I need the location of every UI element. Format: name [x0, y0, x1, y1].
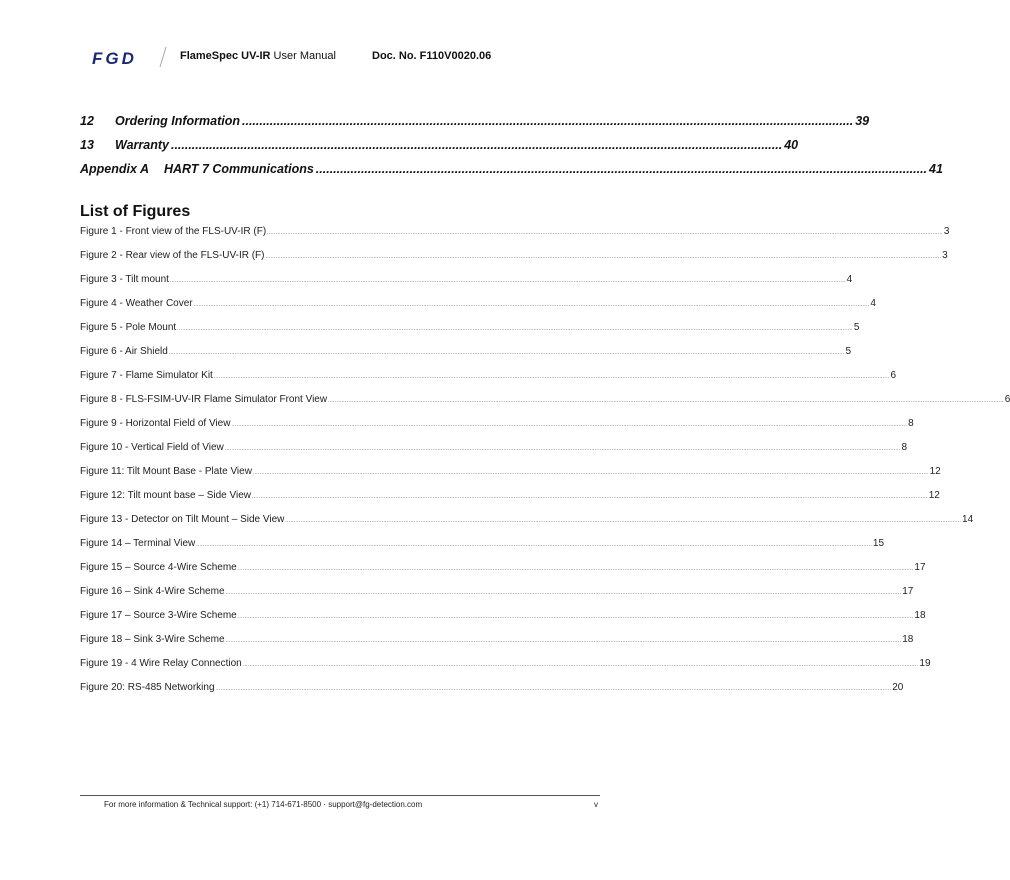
figure-label: Figure 17 – Source 3-Wire Scheme [80, 610, 237, 621]
figure-page: 6 [890, 370, 897, 381]
figure-list-item[interactable] [80, 322, 860, 346]
figure-page: 3 [942, 250, 948, 261]
leader-dots: ................................................................................................................................................................................................................................................................................................................................................................................................................ [169, 278, 846, 284]
toc-entry[interactable] [80, 162, 943, 186]
leader-dots: ................................................................................................................................................................................ [170, 138, 783, 152]
figure-label: Figure 13 - Detector on Tilt Mount – Side View [80, 514, 285, 525]
figure-list-item[interactable] [80, 562, 926, 586]
figure-label: Figure 14 – Terminal View [80, 538, 196, 549]
figure-page: 18 [914, 610, 926, 621]
leader-dots: ................................................................................................................................................................................ [315, 162, 928, 176]
figure-label: Figure 8 - FLS-FSIM-UV-IR Flame Simulator Front View [80, 394, 328, 405]
figure-label: Figure 20: RS-485 Networking [80, 682, 215, 693]
figure-label: Figure 15 – Source 4-Wire Scheme [80, 562, 237, 573]
figure-label: Figure 11: Tilt Mount Base - Plate View [80, 466, 252, 477]
figure-label: Figure 9 - Horizontal Field of View [80, 418, 231, 429]
figure-list-item[interactable] [80, 490, 940, 514]
toc-title: Warranty [115, 138, 169, 152]
fgd-logo [92, 49, 152, 67]
figure-list-item[interactable] [80, 466, 941, 490]
figure-list-item[interactable] [80, 610, 926, 634]
figure-page: 3 [943, 226, 950, 237]
footer-support-text: For more information & Technical support: (+1) 714-671-8500 · support@fg-detection.com [104, 800, 423, 809]
leader-dots: ................................................................................................................................................................................................................................................................................................................................................................................................................ [193, 302, 870, 308]
footer-divider [80, 795, 600, 796]
figure-page: 5 [853, 322, 860, 333]
toc-page: 41 [929, 162, 943, 176]
toc-title: Ordering Information [115, 114, 240, 128]
figure-list-item[interactable] [80, 418, 914, 442]
figure-page: 17 [902, 586, 914, 597]
figure-list-item[interactable] [80, 346, 852, 370]
leader-dots: ................................................................................................................................................................................................................................................................................................................................................................................................................ [196, 542, 872, 548]
figure-page: 20 [892, 682, 904, 693]
figure-label: Figure 12: Tilt mount base – Side View [80, 490, 252, 501]
figure-label: Figure 5 - Pole Mount [80, 322, 177, 333]
header-separator [158, 46, 168, 68]
leader-dots: ................................................................................................................................................................................................................................................................................................................................................................................................................ [237, 614, 914, 620]
leader-dots: ................................................................................................................................................................................................................................................................................................................................................................................................................ [225, 590, 902, 596]
leader-dots: ................................................................................................................................................................................................................................................................................................................................................................................................................ [285, 518, 962, 524]
leader-dots: ................................................................................................................................................................................................................................................................................................................................................................................................................ [242, 662, 919, 668]
leader-dots: ................................................................................................................................................................................................................................................................................................................................................................................................................ [177, 326, 853, 332]
table-of-contents [80, 114, 943, 186]
list-of-figures [80, 226, 1010, 706]
figure-label: Figure 4 - Weather Cover [80, 298, 193, 309]
figure-page: 12 [929, 466, 941, 477]
document-number: Doc. No. F110V0020.06 [372, 50, 492, 62]
leader-dots: ................................................................................................................................................................................................................................................................................................................................................................................................................ [252, 470, 929, 476]
leader-dots: ................................................................................................................................................................................................................................................................................................................................................................................................................ [328, 398, 1004, 404]
list-of-figures-heading: List of Figures [80, 203, 191, 220]
figure-label: Figure 16 – Sink 4-Wire Scheme [80, 586, 225, 597]
figure-page: 5 [845, 346, 852, 357]
leader-dots: ................................................................................................................................................................................ [242, 114, 854, 128]
figure-list-item[interactable] [80, 250, 948, 274]
figure-list-item[interactable] [80, 226, 950, 250]
figure-label: Figure 19 - 4 Wire Relay Connection [80, 658, 242, 669]
leader-dots: ................................................................................................................................................................................................................................................................................................................................................................................................................ [213, 374, 890, 380]
leader-dots: ................................................................................................................................................................................................................................................................................................................................................................................................................ [237, 566, 914, 572]
figure-label: Figure 10 - Vertical Field of View [80, 442, 224, 453]
figure-list-item[interactable] [80, 394, 1010, 418]
figure-page: 12 [928, 490, 940, 501]
toc-page: 39 [855, 114, 870, 128]
figure-label: Figure 3 - Tilt mount [80, 274, 169, 285]
toc-entry[interactable] [80, 114, 870, 138]
figure-page: 15 [872, 538, 885, 549]
leader-dots: ................................................................................................................................................................................................................................................................................................................................................................................................................ [215, 686, 892, 692]
figure-page: 18 [902, 634, 914, 645]
leader-dots: ................................................................................................................................................................................................................................................................................................................................................................................................................ [224, 446, 901, 452]
figure-list-item[interactable] [80, 370, 897, 394]
footer-page-number: v [594, 800, 598, 809]
leader-dots: ................................................................................................................................................................................................................................................................................................................................................................................................................ [231, 422, 908, 428]
toc-entry[interactable] [80, 138, 799, 162]
figure-page: 17 [914, 562, 926, 573]
leader-dots: ................................................................................................................................................................................................................................................................................................................................................................................................................ [225, 638, 902, 644]
figure-page: 14 [962, 514, 974, 525]
toc-number: 12 [80, 114, 94, 128]
figure-list-item[interactable] [80, 634, 914, 658]
figure-page: 8 [901, 442, 908, 453]
figure-page: 4 [870, 298, 876, 309]
leader-dots: ................................................................................................................................................................................................................................................................................................................................................................................................................ [252, 494, 928, 500]
svg-text:FGD: FGD [92, 49, 137, 68]
figure-page: 19 [919, 658, 931, 669]
figure-label: Figure 6 - Air Shield [80, 346, 168, 357]
figure-list-item[interactable] [80, 538, 885, 562]
figure-list-item[interactable] [80, 586, 914, 610]
leader-dots: ................................................................................................................................................................................................................................................................................................................................................................................................................ [265, 254, 942, 260]
figure-list-item[interactable] [80, 514, 974, 538]
figure-label: Figure 7 - Flame Simulator Kit [80, 370, 213, 381]
figure-list-item[interactable] [80, 298, 876, 322]
figure-list-item[interactable] [80, 658, 931, 682]
figure-label: Figure 2 - Rear view of the FLS-UV-IR (F) [80, 250, 265, 261]
figure-list-item[interactable] [80, 682, 904, 706]
toc-title: HART 7 Communications [164, 162, 314, 176]
figure-list-item[interactable] [80, 274, 853, 298]
figure-page: 4 [846, 274, 853, 285]
leader-dots: ................................................................................................................................................................................................................................................................................................................................................................................................................ [168, 350, 845, 356]
toc-page: 40 [784, 138, 799, 152]
leader-dots: ................................................................................................................................................................................................................................................................................................................................................................................................................ [267, 230, 943, 236]
figure-label: Figure 18 – Sink 3-Wire Scheme [80, 634, 225, 645]
figure-label: Figure 1 - Front view of the FLS-UV-IR (F) [80, 226, 267, 237]
manual-title: FlameSpec UV-IR User Manual [180, 50, 336, 62]
figure-page: 6 [1004, 394, 1010, 405]
toc-number: 13 [80, 138, 94, 152]
toc-number: Appendix A [80, 162, 149, 176]
figure-page: 8 [908, 418, 914, 429]
figure-list-item[interactable] [80, 442, 908, 466]
page-header [0, 44, 680, 72]
